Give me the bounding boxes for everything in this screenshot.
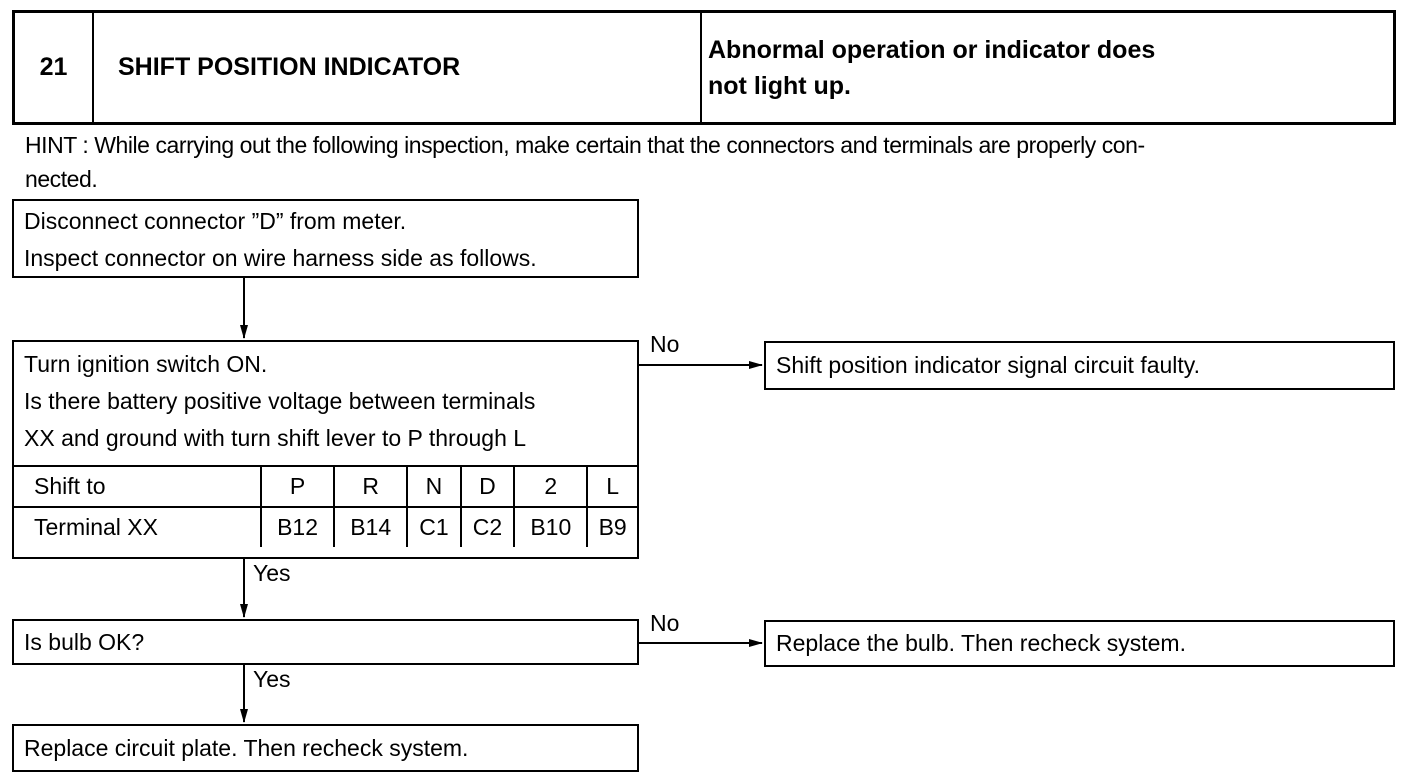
label-no-2: No bbox=[650, 610, 680, 636]
label-yes-2: Yes bbox=[253, 666, 291, 692]
step2-line-2: Is there battery positive voltage between terminals bbox=[24, 388, 536, 414]
shift-terminal-table bbox=[14, 465, 637, 547]
step-check-voltage bbox=[12, 340, 639, 559]
step-replace-circuit-plate bbox=[12, 724, 639, 772]
step2-line-3: XX and ground with turn shift lever to P through L bbox=[24, 425, 527, 451]
table-cell: B9 bbox=[587, 507, 637, 547]
procedure-title: SHIFT POSITION INDICATOR bbox=[92, 13, 702, 122]
table-cell: B10 bbox=[514, 507, 587, 547]
step-check-bulb bbox=[12, 619, 639, 665]
table-cell: L bbox=[587, 466, 637, 507]
symptom-line-2: not light up. bbox=[708, 71, 852, 100]
table-cell: P bbox=[261, 466, 334, 507]
table-cell: D bbox=[461, 466, 514, 507]
label-yes-1: Yes bbox=[253, 560, 291, 586]
step4-text: Replace circuit plate. Then recheck system. bbox=[24, 734, 469, 761]
table-cell: B12 bbox=[261, 507, 334, 547]
step1-line-1: Disconnect connector ”D” from meter. bbox=[24, 208, 407, 234]
result-signal-circuit-faulty bbox=[764, 341, 1395, 390]
label-no-1: No bbox=[650, 331, 680, 357]
procedure-number: 21 bbox=[15, 13, 94, 122]
table-cell: B14 bbox=[334, 507, 407, 547]
table-cell: N bbox=[407, 466, 460, 507]
step3-text: Is bulb OK? bbox=[24, 628, 145, 655]
table-row bbox=[14, 466, 637, 507]
table-cell: 2 bbox=[514, 466, 587, 507]
result-replace-bulb bbox=[764, 620, 1395, 667]
row-label-terminal: Terminal XX bbox=[14, 507, 261, 547]
table-cell: C2 bbox=[461, 507, 514, 547]
step-disconnect-connector bbox=[12, 199, 639, 278]
table-cell: R bbox=[334, 466, 407, 507]
table-cell: C1 bbox=[407, 507, 460, 547]
result2-text: Replace the bulb. Then recheck system. bbox=[776, 630, 1186, 656]
step1-line-2: Inspect connector on wire harness side as follows. bbox=[24, 245, 537, 271]
row-label-shift: Shift to bbox=[14, 466, 261, 507]
hint-line-1: HINT : While carrying out the following inspection, make certain that the connectors and terminals are properly con- bbox=[25, 132, 1145, 158]
hint-line-2: nected. bbox=[25, 166, 98, 192]
symptom-line-1: Abnormal operation or indicator does bbox=[708, 35, 1156, 64]
result1-text: Shift position indicator signal circuit faulty. bbox=[776, 352, 1200, 378]
table-row bbox=[14, 507, 637, 547]
step2-line-1: Turn ignition switch ON. bbox=[24, 351, 268, 377]
